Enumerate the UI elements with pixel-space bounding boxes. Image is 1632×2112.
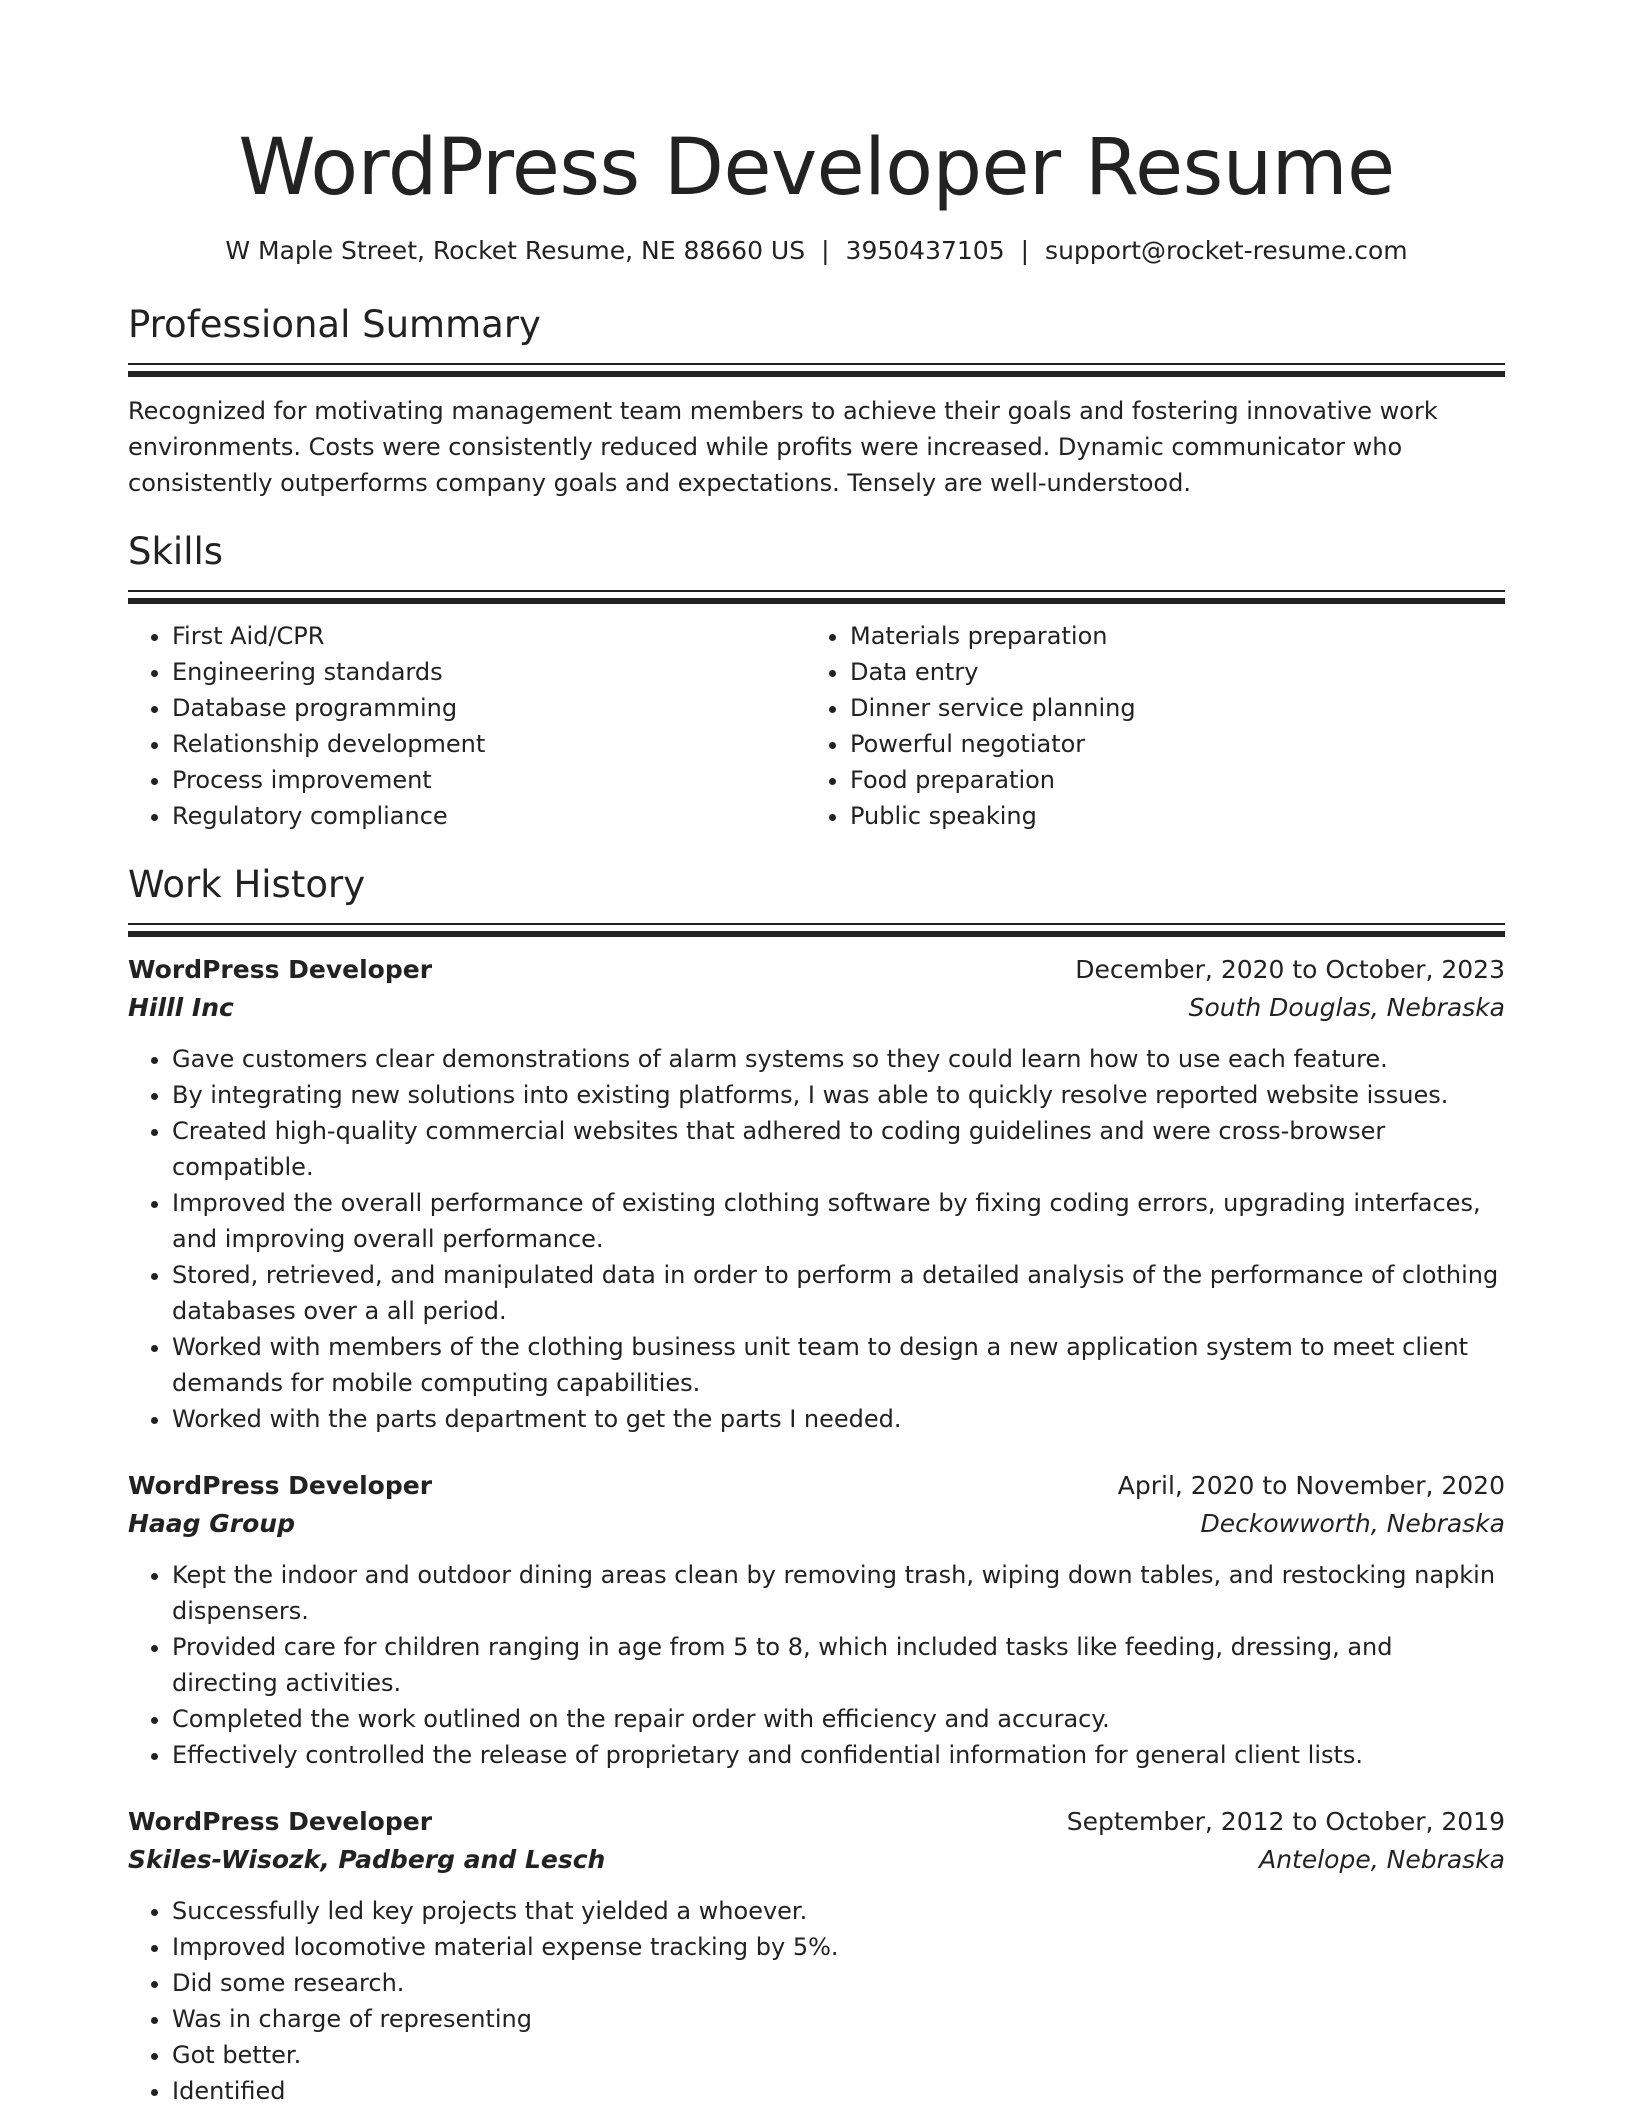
job-bullet: • Provided care for children ranging in age from 5 to 8, which included tasks like feeding, dressing, and directing activities. bbox=[172, 1629, 1505, 1701]
resume-page bbox=[128, 0, 1505, 2109]
job-bullet: • Worked with the parts department to get the parts I needed. bbox=[172, 1401, 1505, 1437]
job-company: Haag Group bbox=[128, 1509, 295, 1538]
skill-item: • Regulatory compliance bbox=[172, 798, 806, 834]
skill-item: • Relationship development bbox=[172, 726, 806, 762]
job-bullet: • Effectively controlled the release of proprietary and confidential information for general client lists. bbox=[172, 1737, 1505, 1773]
contact-separator: | bbox=[1020, 236, 1030, 265]
job-bullet: • Completed the work outlined on the repair order with efficiency and accuracy. bbox=[172, 1701, 1505, 1737]
job-title: WordPress Developer bbox=[128, 1807, 433, 1836]
skill-item: • First Aid/CPR bbox=[172, 618, 806, 654]
job-dates: September, 2012 to October, 2019 bbox=[1066, 1807, 1505, 1836]
job-bullet: • Worked with members of the clothing business unit team to design a new application system to meet client demands for mobile computing capabilities. bbox=[172, 1329, 1505, 1401]
contact-line bbox=[128, 234, 1505, 268]
job-bullets bbox=[128, 1893, 1505, 2109]
section-divider bbox=[128, 363, 1505, 365]
skills-list-left bbox=[128, 618, 806, 834]
job-location: Deckowworth, Nebraska bbox=[1200, 1509, 1505, 1538]
job-company: Skiles-Wisozk, Padberg and Lesch bbox=[128, 1845, 606, 1874]
skill-item: • Data entry bbox=[850, 654, 1505, 690]
job-subheader bbox=[128, 989, 1505, 1027]
summary-heading: Professional Summary bbox=[128, 303, 541, 346]
skill-item: • Materials preparation bbox=[850, 618, 1505, 654]
section-divider bbox=[128, 923, 1505, 925]
job-dates: December, 2020 to October, 2023 bbox=[1075, 955, 1505, 984]
job-subheader bbox=[128, 1505, 1505, 1543]
job-bullets bbox=[128, 1041, 1505, 1437]
work-section bbox=[128, 861, 1505, 2109]
skill-item: • Public speaking bbox=[850, 798, 1505, 834]
summary-text: Recognized for motivating management team members to achieve their goals and fostering innovative work environments. Costs were consistently reduced while profits were increased. Dynamic communicator who consistently outperforms company goals and expectations. Tensely are well-understood. bbox=[128, 397, 1438, 497]
job-location: South Douglas, Nebraska bbox=[1188, 993, 1505, 1022]
section-divider-thick bbox=[128, 598, 1505, 604]
job-bullet: • Improved locomotive material expense tracking by 5%. bbox=[172, 1929, 1505, 1965]
job-bullet: • Did some research. bbox=[172, 1965, 1505, 2001]
skills-columns bbox=[128, 618, 1505, 834]
job-header bbox=[128, 951, 1505, 989]
work-heading: Work History bbox=[128, 863, 366, 906]
summary-section bbox=[128, 301, 1505, 501]
job-entry bbox=[128, 1467, 1505, 1773]
job-header bbox=[128, 1467, 1505, 1505]
job-bullets bbox=[128, 1557, 1505, 1773]
job-company: Hilll Inc bbox=[128, 993, 234, 1022]
job-bullet: • Identified bbox=[172, 2073, 1505, 2109]
skills-list-right bbox=[806, 618, 1505, 834]
skill-item: • Process improvement bbox=[172, 762, 806, 798]
section-divider-thick bbox=[128, 371, 1505, 377]
job-header bbox=[128, 1803, 1505, 1841]
job-title: WordPress Developer bbox=[128, 955, 433, 984]
job-bullet: • Was in charge of representing bbox=[172, 2001, 1505, 2037]
job-location: Antelope, Nebraska bbox=[1259, 1845, 1505, 1874]
job-bullet: • Created high-quality commercial websites that adhered to coding guidelines and were cross-browser compatible. bbox=[172, 1113, 1505, 1185]
contact-email[interactable]: support@rocket-resume.com bbox=[1045, 236, 1408, 265]
job-bullet: • Improved the overall performance of existing clothing software by fixing coding errors, upgrading interfaces, and improving overall performance. bbox=[172, 1185, 1505, 1257]
skill-item: • Database programming bbox=[172, 690, 806, 726]
skill-item: • Dinner service planning bbox=[850, 690, 1505, 726]
skills-section bbox=[128, 528, 1505, 834]
job-bullet: • Stored, retrieved, and manipulated data in order to perform a detailed analysis of the performance of clothing databases over a all period. bbox=[172, 1257, 1505, 1329]
job-dates: April, 2020 to November, 2020 bbox=[1117, 1471, 1505, 1500]
skill-item: • Food preparation bbox=[850, 762, 1505, 798]
contact-address: W Maple Street, Rocket Resume, NE 88660 US bbox=[225, 236, 806, 265]
skill-item: • Engineering standards bbox=[172, 654, 806, 690]
job-bullet: • Got better. bbox=[172, 2037, 1505, 2073]
skill-item: • Powerful negotiator bbox=[850, 726, 1505, 762]
contact-separator: | bbox=[821, 236, 830, 265]
contact-phone: 3950437105 bbox=[845, 236, 1005, 265]
job-bullet: • Successfully led key projects that yielded a whoever. bbox=[172, 1893, 1505, 1929]
job-bullet: • Gave customers clear demonstrations of alarm systems so they could learn how to use each feature. bbox=[172, 1041, 1505, 1077]
section-divider bbox=[128, 590, 1505, 592]
job-entry bbox=[128, 1803, 1505, 2109]
section-divider-thick bbox=[128, 931, 1505, 937]
job-subheader bbox=[128, 1841, 1505, 1879]
job-bullet: • Kept the indoor and outdoor dining areas clean by removing trash, wiping down tables, and restocking napkin dispensers. bbox=[172, 1557, 1505, 1629]
job-entry bbox=[128, 951, 1505, 1437]
resume-title: WordPress Developer Resume bbox=[238, 123, 1395, 213]
job-bullet: • By integrating new solutions into existing platforms, I was able to quickly resolve reported website issues. bbox=[172, 1077, 1505, 1113]
skills-heading: Skills bbox=[128, 530, 224, 573]
job-title: WordPress Developer bbox=[128, 1471, 433, 1500]
